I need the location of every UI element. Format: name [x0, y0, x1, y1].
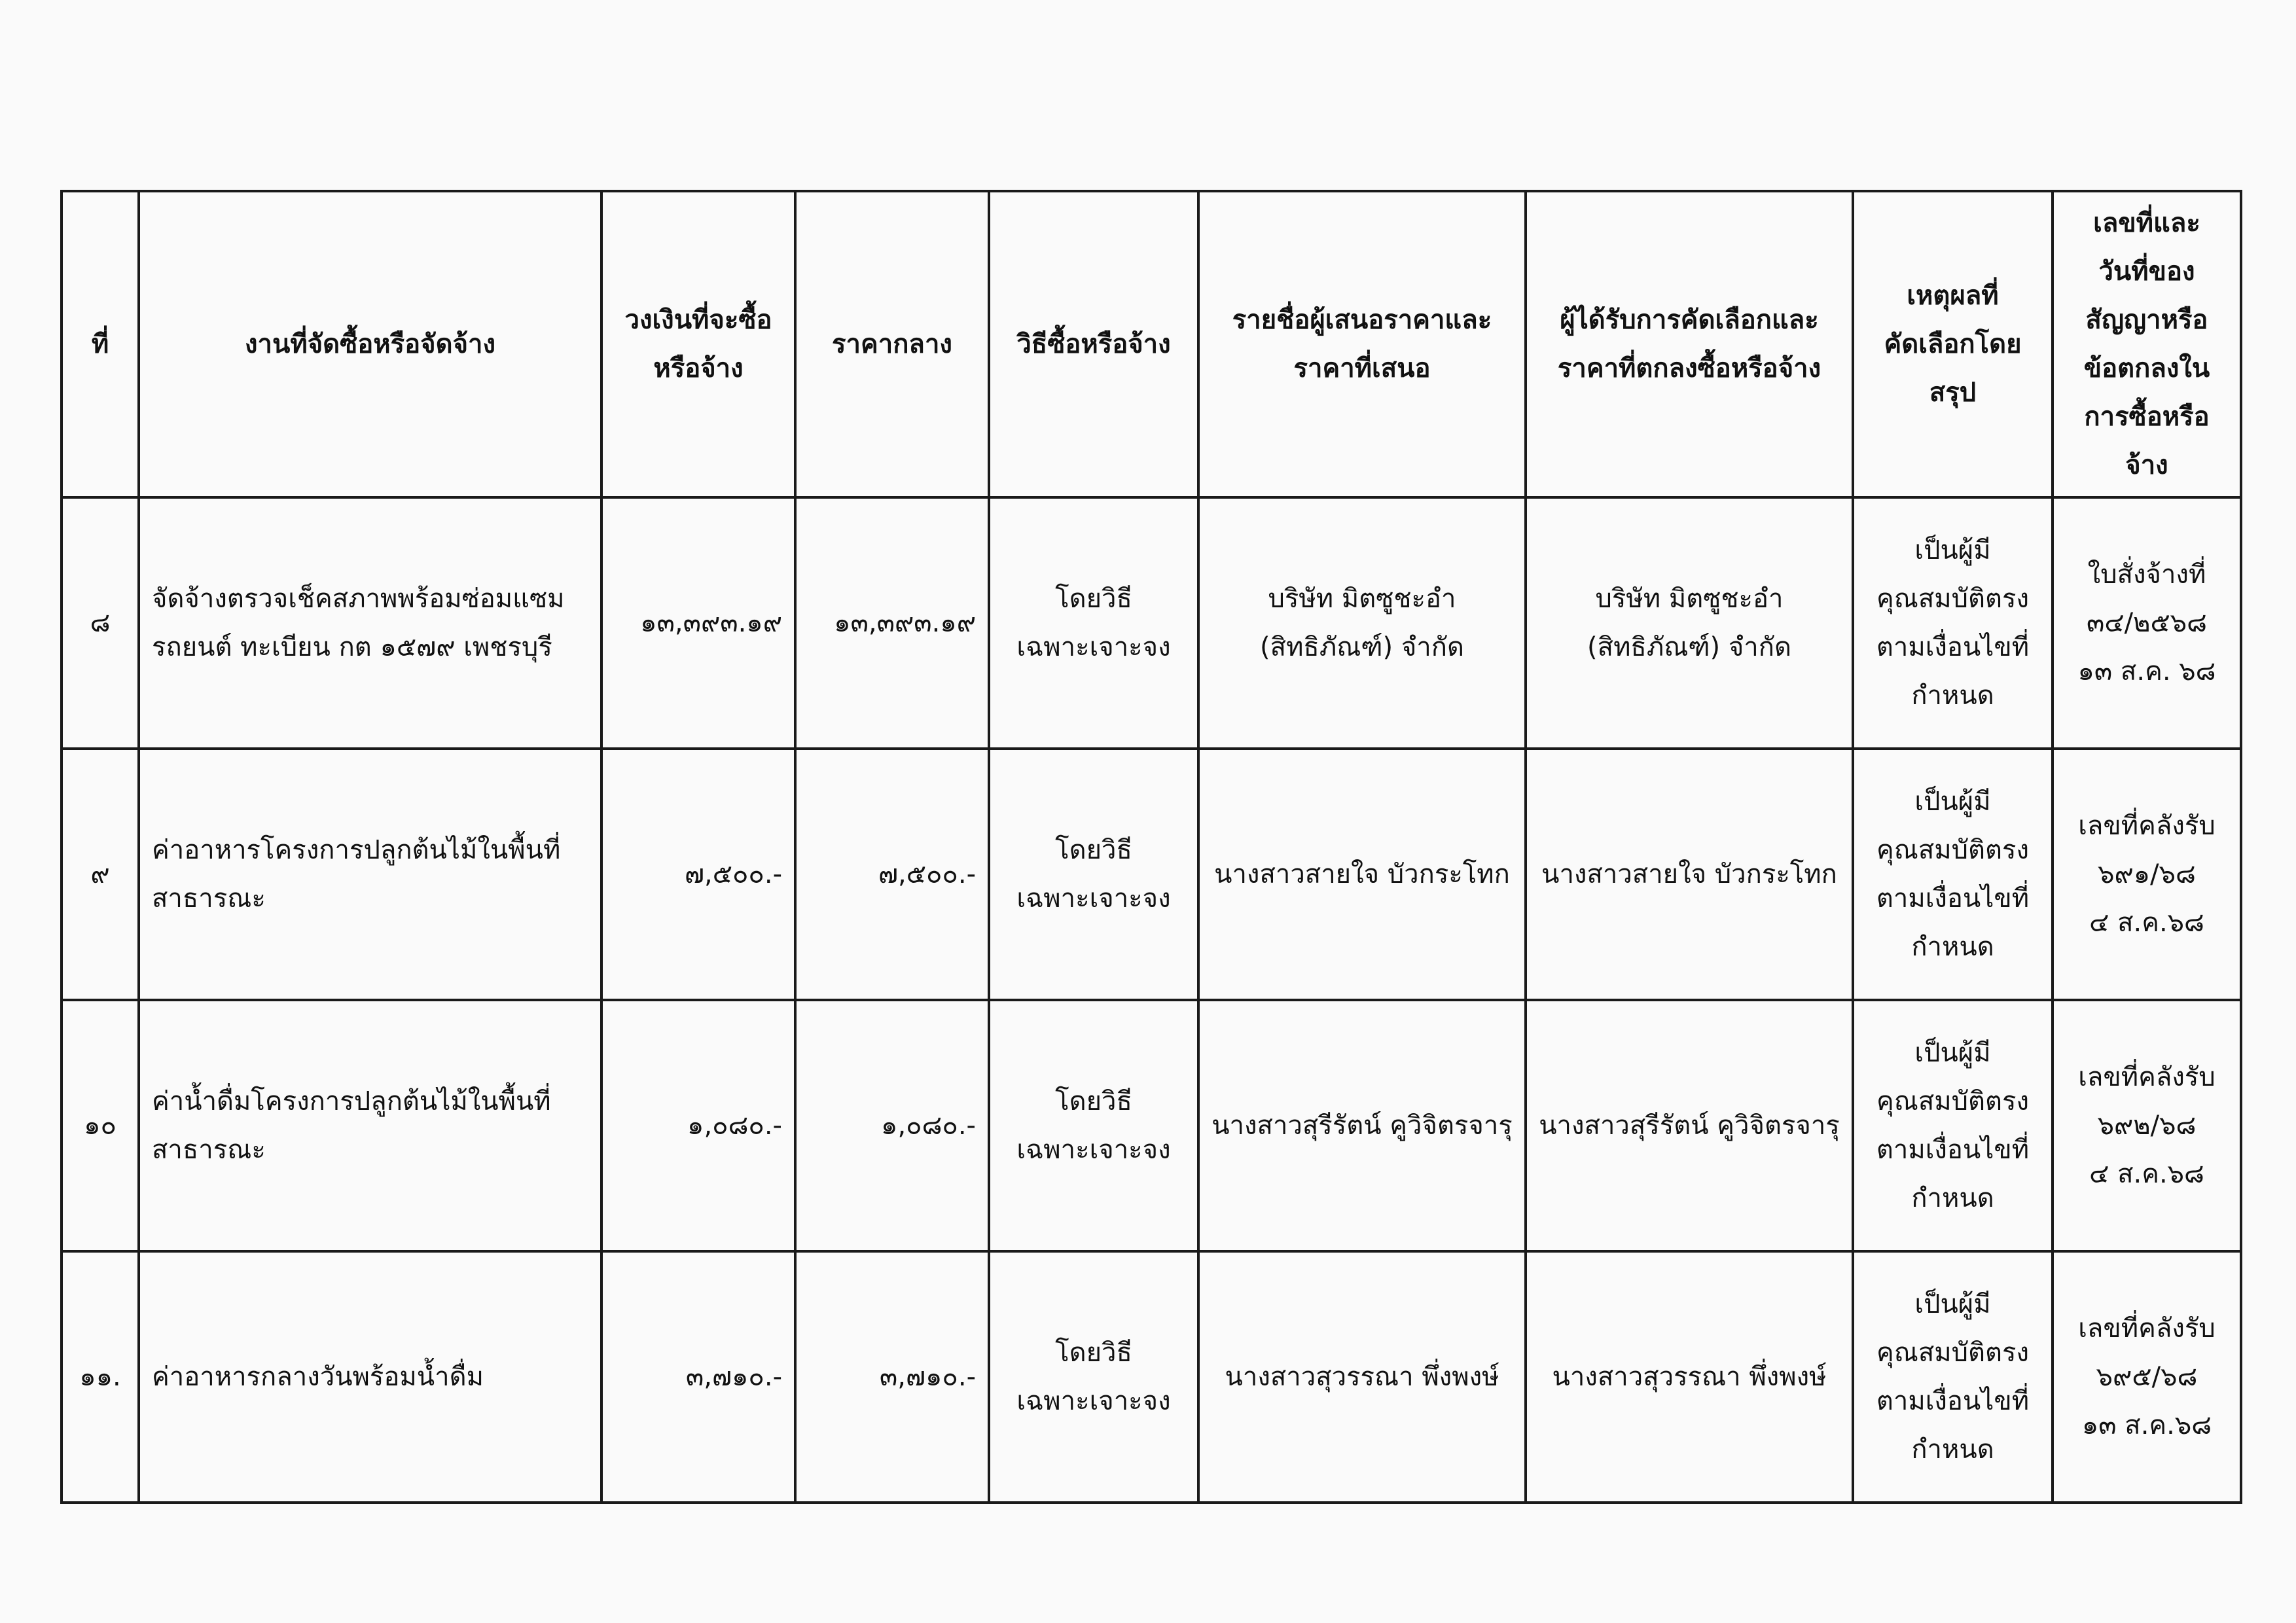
cell-text: ตามเงื่อนไขที่ [1876, 632, 2030, 662]
cell-median-price [795, 1000, 989, 1251]
cell-text: ๑,๐๘๐.- [687, 1111, 782, 1141]
cell-no [62, 749, 139, 1000]
procurement-table [60, 190, 2242, 1504]
table-row [62, 1251, 2241, 1503]
cell-text: โดยวิธี [1055, 1338, 1132, 1368]
cell-work [139, 749, 601, 1000]
cell-text: (สิทธิภัณฑ์) จำกัด [1260, 632, 1464, 662]
cell-text: ค่าอาหารโครงการปลูกต้นไม้ในพื้นที่ [152, 835, 561, 865]
cell-text: ๗,๕๐๐.- [684, 859, 782, 889]
cell-text: โดยวิธี [1055, 584, 1132, 614]
cell-bidders [1198, 1000, 1526, 1251]
cell-text: นางสาวสายใจ บัวกระโทก [1541, 859, 1837, 889]
cell-median-price [795, 1251, 989, 1503]
cell-selected [1526, 749, 1853, 1000]
cell-text: คุณสมบัติตรง [1876, 835, 2029, 865]
cell-text: ๑๓ ส.ค. ๖๘ [2077, 656, 2216, 687]
cell-method [989, 749, 1198, 1000]
cell-text: เป็นผู้มี [1914, 1038, 1991, 1068]
cell-text: โดยวิธี [1055, 1086, 1132, 1116]
cell-text: ผู้ได้รับการคัดเลือกและ [1560, 305, 1819, 335]
cell-text: คุณสมบัติตรง [1876, 1086, 2029, 1116]
cell-text: เหตุผลที่ [1907, 281, 1999, 311]
cell-no [62, 1000, 139, 1251]
cell-text: นางสาวสายใจ บัวกระโทก [1214, 859, 1510, 889]
cell-text: ๑,๐๘๐.- [881, 1111, 976, 1141]
cell-median-price [795, 497, 989, 749]
cell-method [989, 497, 1198, 749]
cell-budget [601, 749, 795, 1000]
cell-text: นางสาวสุวรรณา พึ่งพงษ์ [1552, 1362, 1827, 1392]
cell-text: จัดจ้างตรวจเช็คสภาพพร้อมซ่อมแซม [152, 584, 565, 614]
cell-selected [1526, 497, 1853, 749]
cell-text: เลขที่และ [2093, 208, 2200, 238]
cell-text: วิธีซื้อหรือจ้าง [1016, 329, 1171, 359]
cell-selected [1526, 1000, 1853, 1251]
cell-text: ตามเงื่อนไขที่ [1876, 1135, 2030, 1165]
cell-text: ๘ [90, 608, 111, 638]
cell-text: ข้อตกลงใน [2083, 353, 2210, 383]
cell-text: กำหนด [1911, 1435, 1994, 1465]
table-row [62, 497, 2241, 749]
cell-text: ค่าอาหารกลางวันพร้อมน้ำดื่ม [152, 1362, 484, 1392]
cell-text: โดยวิธี [1055, 835, 1132, 865]
cell-text: ๓๔/๒๕๖๘ [2087, 608, 2207, 638]
cell-text: การซื้อหรือ [2084, 402, 2210, 432]
cell-text: ราคาที่ตกลงซื้อหรือจ้าง [1557, 353, 1821, 383]
cell-contract [2053, 749, 2241, 1000]
cell-method [989, 1000, 1198, 1251]
cell-text: คุณสมบัติตรง [1876, 1338, 2029, 1368]
cell-text: งานที่จัดซื้อหรือจัดจ้าง [244, 329, 495, 359]
cell-reason [1853, 749, 2053, 1000]
cell-bidders [1198, 497, 1526, 749]
cell-contract [2053, 1000, 2241, 1251]
cell-work [139, 1000, 601, 1251]
cell-bidders [1198, 749, 1526, 1000]
header-row [62, 191, 2241, 497]
cell-text: ๖๙๒/๖๘ [2097, 1111, 2197, 1141]
cell-text: ๑๑. [79, 1362, 121, 1392]
cell-text: สาธารณะ [152, 883, 266, 914]
cell-reason [1853, 1251, 2053, 1503]
header-selected [1526, 191, 1853, 497]
cell-text: นางสาวสุรีรัตน์ คูวิจิตรจารุ [1211, 1111, 1513, 1141]
cell-text: ค่าน้ำดื่มโครงการปลูกต้นไม้ในพื้นที่ [152, 1086, 551, 1116]
cell-text: ๙ [90, 859, 110, 889]
cell-bidders [1198, 1251, 1526, 1503]
cell-text: ๔ ส.ค.๖๘ [2089, 908, 2204, 938]
cell-budget [601, 1000, 795, 1251]
cell-text: เลขที่คลังรับ [2078, 1062, 2215, 1092]
cell-text: (สิทธิภัณฑ์) จำกัด [1587, 632, 1791, 662]
header-median-price [795, 191, 989, 497]
cell-text: เฉพาะเจาะจง [1016, 883, 1171, 914]
cell-text: ตามเงื่อนไขที่ [1876, 1386, 2030, 1416]
cell-text: คัดเลือกโดย [1884, 329, 2022, 359]
cell-text: จ้าง [2125, 450, 2168, 480]
cell-text: สัญญาหรือ [2085, 305, 2208, 335]
cell-work [139, 1251, 601, 1503]
cell-budget [601, 1251, 795, 1503]
cell-text: สาธารณะ [152, 1135, 266, 1165]
cell-text: วันที่ของ [2098, 257, 2195, 287]
cell-reason [1853, 497, 2053, 749]
cell-text: รายชื่อผู้เสนอราคาและ [1232, 305, 1492, 335]
cell-text: ๑๓,๓๙๓.๑๙ [834, 608, 976, 638]
cell-text: คุณสมบัติตรง [1876, 584, 2029, 614]
cell-text: ๗,๕๐๐.- [878, 859, 976, 889]
cell-method [989, 1251, 1198, 1503]
cell-text: นางสาวสุรีรัตน์ คูวิจิตรจารุ [1539, 1111, 1840, 1141]
cell-text: กำหนด [1911, 681, 1994, 711]
cell-text: ที่ [91, 329, 109, 359]
cell-text: เลขที่คลังรับ [2078, 1313, 2215, 1344]
cell-budget [601, 497, 795, 749]
cell-text: ตามเงื่อนไขที่ [1876, 883, 2030, 914]
cell-text: เป็นผู้มี [1914, 1289, 1991, 1319]
cell-text: บริษัท มิตซูชะอำ [1268, 584, 1456, 614]
cell-text: เลขที่คลังรับ [2078, 811, 2215, 841]
cell-text: กำหนด [1911, 932, 1994, 962]
cell-text: เป็นผู้มี [1914, 787, 1991, 817]
cell-text: ราคาที่เสนอ [1293, 353, 1431, 383]
header-no [62, 191, 139, 497]
header-reason [1853, 191, 2053, 497]
cell-text: เฉพาะเจาะจง [1016, 1135, 1171, 1165]
cell-no [62, 497, 139, 749]
cell-text: ๓,๗๑๐.- [685, 1362, 782, 1392]
cell-text: ๖๙๕/๖๘ [2096, 1362, 2198, 1392]
header-work [139, 191, 601, 497]
cell-work [139, 497, 601, 749]
cell-text: สรุป [1929, 378, 1977, 408]
cell-text: นางสาวสุวรรณา พึ่งพงษ์ [1225, 1362, 1499, 1392]
cell-text: วงเงินที่จะซื้อ [624, 305, 772, 335]
cell-text: ๑๐ [84, 1111, 117, 1141]
cell-text: เป็นผู้มี [1914, 535, 1991, 565]
cell-text: ๑๓,๓๙๓.๑๙ [640, 608, 782, 638]
cell-text: ๓,๗๑๐.- [879, 1362, 976, 1392]
cell-text: ๖๙๑/๖๘ [2098, 859, 2196, 889]
table-row [62, 749, 2241, 1000]
cell-text: ๔ ส.ค.๖๘ [2089, 1159, 2204, 1189]
cell-text: กำหนด [1911, 1183, 1994, 1213]
cell-median-price [795, 749, 989, 1000]
cell-text: ราคากลาง [832, 329, 952, 359]
cell-text: บริษัท มิตซูชะอำ [1595, 584, 1784, 614]
cell-text: เฉพาะเจาะจง [1016, 632, 1171, 662]
cell-selected [1526, 1251, 1853, 1503]
header-contract [2053, 191, 2241, 497]
header-bidders [1198, 191, 1526, 497]
header-method [989, 191, 1198, 497]
table-row [62, 1000, 2241, 1251]
header-budget [601, 191, 795, 497]
cell-text: เฉพาะเจาะจง [1016, 1386, 1171, 1416]
cell-reason [1853, 1000, 2053, 1251]
cell-no [62, 1251, 139, 1503]
cell-text: หรือจ้าง [653, 353, 744, 383]
cell-text: รถยนต์ ทะเบียน กต ๑๕๗๙ เพชรบุรี [152, 632, 552, 662]
cell-text: ใบสั่งจ้างที่ [2087, 560, 2206, 590]
cell-contract [2053, 1251, 2241, 1503]
cell-contract [2053, 497, 2241, 749]
cell-text: ๑๓ ส.ค.๖๘ [2081, 1410, 2212, 1440]
